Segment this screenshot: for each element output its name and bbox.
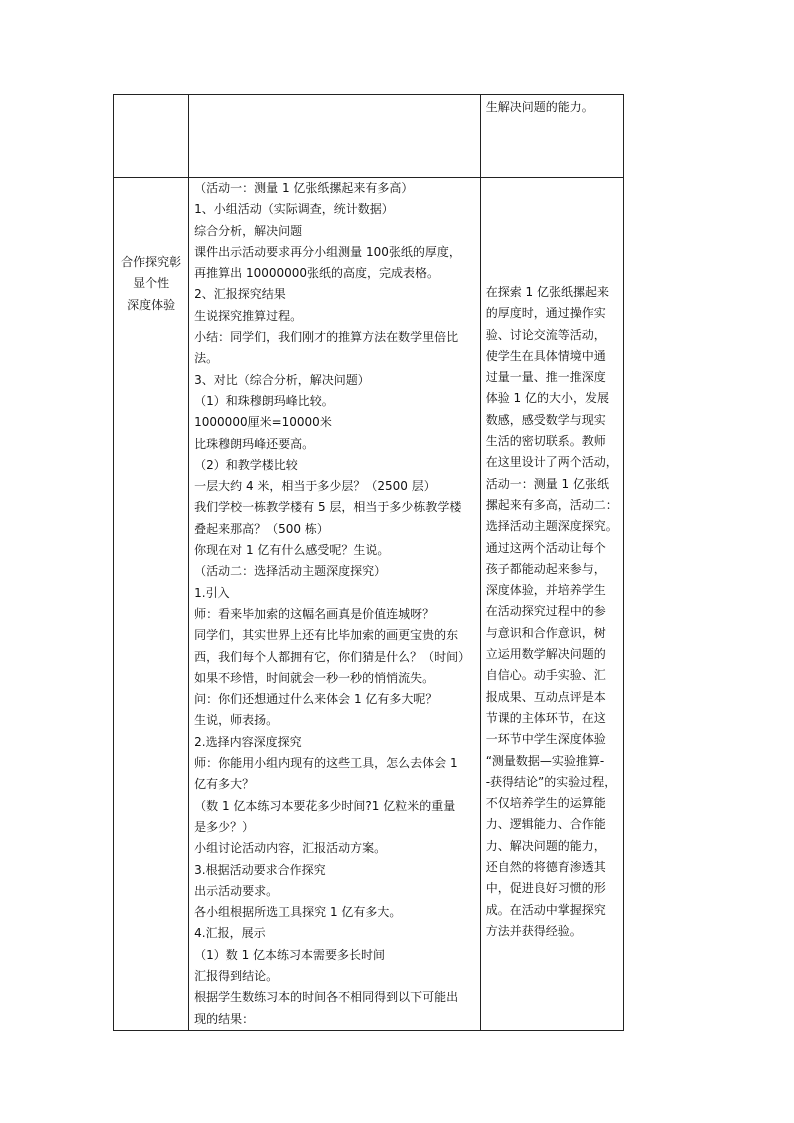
intent-text-line: 方法并获得经验。	[485, 923, 582, 938]
intent-text-line: 深度体验，并培养学生	[485, 583, 606, 598]
design-intent-text	[481, 178, 623, 942]
intent-text-line: -获得结论”的实验过程，	[485, 774, 617, 789]
process-text-line: 课件出示活动要求再分小组测量 100张纸的厚度，	[194, 244, 461, 259]
process-text-line: 师：看来毕加索的这幅名画真是价值连城呀？	[194, 606, 435, 621]
intent-text-line: 摞起来有多高，活动二：	[485, 497, 618, 512]
process-text-line: （活动一：测量 1 亿张纸摞起来有多高）	[194, 181, 414, 195]
process-text-line: 各小组根据所选工具探究 1 亿有多大。	[194, 905, 402, 920]
intent-text-line: 在这里设计了两个活动，	[485, 455, 618, 470]
stage-title-line: 深度体验	[127, 297, 176, 312]
process-text-line: 生说，师表扬。	[194, 713, 279, 728]
process-text-line: 亿有多大？	[194, 777, 255, 792]
process-text-line: 西，我们每个人都拥有它，你们猜是什么？（时间）	[194, 649, 471, 664]
process-text-line: 再推算出 10000000张纸的高度，完成表格。	[194, 266, 440, 281]
stage-title	[114, 178, 188, 316]
process-text-line: 法。	[194, 351, 219, 366]
process-cell-empty	[189, 95, 481, 178]
intent-text-line: 力、逻辑能力、合作能	[485, 817, 606, 832]
process-text-line: 1000000厘米=10000米	[194, 415, 332, 430]
intent-cell	[480, 178, 623, 1031]
intent-text-line: 与意识和合作意识，树	[485, 625, 606, 640]
process-text-line: （1）和珠穆朗玛峰比较。	[194, 393, 334, 408]
process-text-line: 小组讨论活动内容，汇报活动方案。	[194, 841, 387, 856]
process-text-line: 问：你们还想通过什么来体会 1 亿有多大呢？	[194, 692, 438, 707]
process-text-line: 2、汇报探究结果	[194, 287, 286, 302]
stage-cell-empty	[114, 95, 189, 178]
intent-text-line: 选择活动主题深度探究。	[485, 519, 618, 534]
stage-title-line: 合作探究彰	[121, 255, 182, 269]
intent-text-line: 在活动探究过程中的参	[485, 604, 606, 619]
intent-text-line: 在探索 1 亿张纸摞起来	[485, 285, 609, 299]
intent-text-line: 自信心。动手实验、汇	[485, 668, 606, 683]
process-text-line: 3.根据活动要求合作探究	[194, 862, 326, 877]
process-text-line: 出示活动要求。	[194, 883, 279, 898]
process-text-line: 一层大约 4 米，相当于多少层？（2500 层）	[194, 479, 436, 494]
process-text-line: （1）数 1 亿本练习本需要多长时间	[194, 947, 386, 962]
process-text-line: （活动二：选择活动主题深度探究）	[194, 564, 387, 579]
process-text-line: 是多少？）	[194, 819, 255, 834]
intent-text-line: 过量一量、推一推深度	[485, 370, 606, 385]
process-text-line: 我们学校一栋教学楼有 5 层，相当于多少栋教学楼	[194, 500, 462, 515]
intent-text-line: 报成果、互动点评是本	[485, 689, 606, 704]
process-text-line: 现的结果：	[194, 1011, 255, 1026]
process-text-line: 叠起来那高？（500 栋）	[194, 521, 329, 536]
process-text-line: 比珠穆朗玛峰还要高。	[194, 436, 315, 451]
process-cell	[189, 178, 481, 1031]
intent-text-line: 立运用数学解决问题的	[485, 647, 606, 662]
intent-text-line: 力、解决问题的能力，	[485, 838, 606, 853]
intent-text-line: 通过这两个活动让每个	[485, 540, 606, 555]
intent-text-line: 数感，感受数学与现实	[485, 412, 606, 427]
process-text-line: 汇报得到结论。	[194, 968, 279, 983]
intent-text-line: 孩子都能动起来参与，	[485, 561, 606, 576]
stage-cell	[114, 178, 189, 1031]
process-text-line: （数 1 亿本练习本要花多少时间?1 亿粒米的重量	[194, 798, 456, 813]
process-text-line: 根据学生数练习本的时间各不相同得到以下可能出	[194, 990, 459, 1005]
process-text-line: 1.引入	[194, 585, 230, 600]
process-text-line: 你现在对 1 亿有什么感受呢？生说。	[194, 543, 390, 558]
process-text-line: 如果不珍惜，时间就会一秒一秒的悄悄流失。	[194, 670, 435, 685]
process-text-line: （2）和教学楼比较	[194, 457, 298, 472]
intent-text-line: 节课的主体环节，在这	[485, 710, 606, 725]
table-row-continued	[114, 95, 624, 178]
process-text-line: 综合分析，解决问题	[194, 223, 303, 238]
intent-text-line: 还自然的将德育渗透其	[485, 860, 606, 875]
intent-text-line: 中，促进良好习惯的形	[485, 881, 606, 896]
intent-continued-text: 生解决问题的能力。	[485, 100, 594, 114]
intent-text-line: 成。在活动中掌握探究	[485, 902, 606, 917]
intent-text-line: 一环节中学生深度体验	[485, 732, 606, 747]
intent-text-line: “测量数据—实验推算-	[485, 753, 605, 768]
process-text-line: 4.汇报，展示	[194, 926, 266, 941]
intent-text-line: 生活的密切联系。教师	[485, 434, 606, 449]
intent-text-line: 活动一：测量 1 亿张纸	[485, 476, 609, 491]
intent-text-line: 使学生在具体情境中通	[485, 348, 606, 363]
process-text-line: 生说探究推算过程。	[194, 308, 303, 323]
lesson-plan-table	[113, 94, 624, 1031]
stage-title-line: 显个性	[133, 276, 170, 291]
table-row-cooperative-inquiry	[114, 178, 624, 1031]
intent-cell-continued	[480, 95, 623, 178]
intent-text-line: 验、讨论交流等活动，	[485, 327, 606, 342]
process-text-line: 师：你能用小组内现有的这些工具，怎么去体会 1	[194, 756, 458, 771]
process-text-line: 3、对比（综合分析，解决问题）	[194, 372, 370, 387]
process-text-line: 小结：同学们，我们刚才的推算方法在数学里倍比	[194, 330, 459, 345]
teaching-process-text	[189, 178, 480, 1030]
intent-text-line: 体验 1 亿的大小，发展	[485, 391, 609, 406]
process-text-line: 1、小组活动（实际调查，统计数据）	[194, 202, 394, 217]
process-text-line: 2.选择内容深度探究	[194, 734, 302, 749]
intent-text-line: 的厚度时，通过操作实	[485, 306, 606, 321]
intent-text-line: 不仅培养学生的运算能	[485, 796, 606, 811]
process-text-line: 同学们，其实世界上还有比毕加索的画更宝贵的东	[194, 628, 459, 643]
